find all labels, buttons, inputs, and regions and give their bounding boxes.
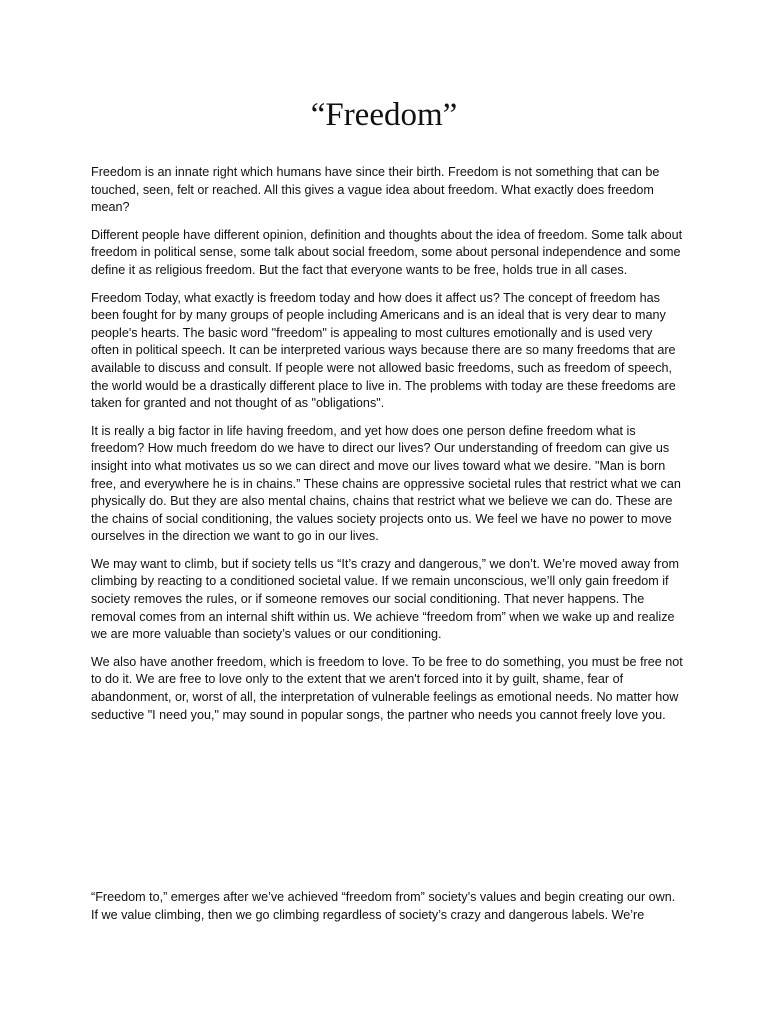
paragraph-7: “Freedom to,” emerges after we’ve achieved “freedom from” society’s values and begin creating our own. If we value climbing, then we go climbing regardless of society’s crazy and dangerous labels. We’re xyxy=(91,890,676,922)
paragraph-1: Freedom is an innate right which humans have since their birth. Freedom is not something that can be touched, seen, felt or reached. All this gives a vague idea about freedom. What exactly does freedom mean? xyxy=(91,165,660,215)
paragraph-3: Freedom Today, what exactly is freedom today and how does it affect us? The concept of freedom has been fought for by many groups of people including Americans and is an ideal that is very dear to many people's hearts. The basic word "freedom" is appealing to most cultures emotionally and is used very often in political speech. It can be interpreted various ways because there are so many freedoms that are available to discuss and consult. If people were not allowed basic freedoms, such as freedom of speech, the world would be a drastically different place to live in. The problems with today are these freedoms are taken for granted and not thought of as "obligations". xyxy=(91,290,676,411)
document-body xyxy=(91,164,683,734)
paragraph-4: It is really a big factor in life having freedom, and yet how does one person define freedom what is freedom? How much freedom do we have to direct our lives? Our understanding of freedom can give us insight into what motivates us so we can direct and move our lives toward what we desire. "Man is born free, and everywhere he is in chains.” These chains are oppressive societal rules that restrict what we can physically do. But they are also mental chains, chains that restrict what we believe we can do. These are the chains of social conditioning, the values society projects onto us. We feel we have no power to move ourselves in the direction we want to go in our lives. xyxy=(91,423,681,544)
paragraph-5: We may want to climb, but if society tells us “It’s crazy and dangerous,” we don’t. We’re moved away from climbing by reacting to a conditioned societal value. If we remain unconscious, we’ll only gain freedom if society removes the rules, or if someone removes our social conditioning. That never happens. The removal comes from an internal shift within us. We achieve “freedom from” when we wake up and realize we are more valuable than society’s values or our conditioning. xyxy=(91,556,679,642)
paragraph-6: We also have another freedom, which is freedom to love. To be free to do something, you must be free not to do it. We are free to love only to the extent that we aren't forced into it by guilt, shame, fear of abandonment, or, worst of all, the interpretation of vulnerable feelings as emotional needs. No matter how seductive "I need you," may sound in popular songs, the partner who needs you cannot freely love you. xyxy=(91,654,683,722)
document-tail xyxy=(91,889,683,924)
document-title: “Freedom” xyxy=(310,97,458,133)
paragraph-2: Different people have different opinion, definition and thoughts about the idea of freedom. Some talk about freedom in political sense, some talk about social freedom, some about personal independence and some define it as religious freedom. But the fact that everyone wants to be free, holds true in all cases. xyxy=(91,227,683,277)
